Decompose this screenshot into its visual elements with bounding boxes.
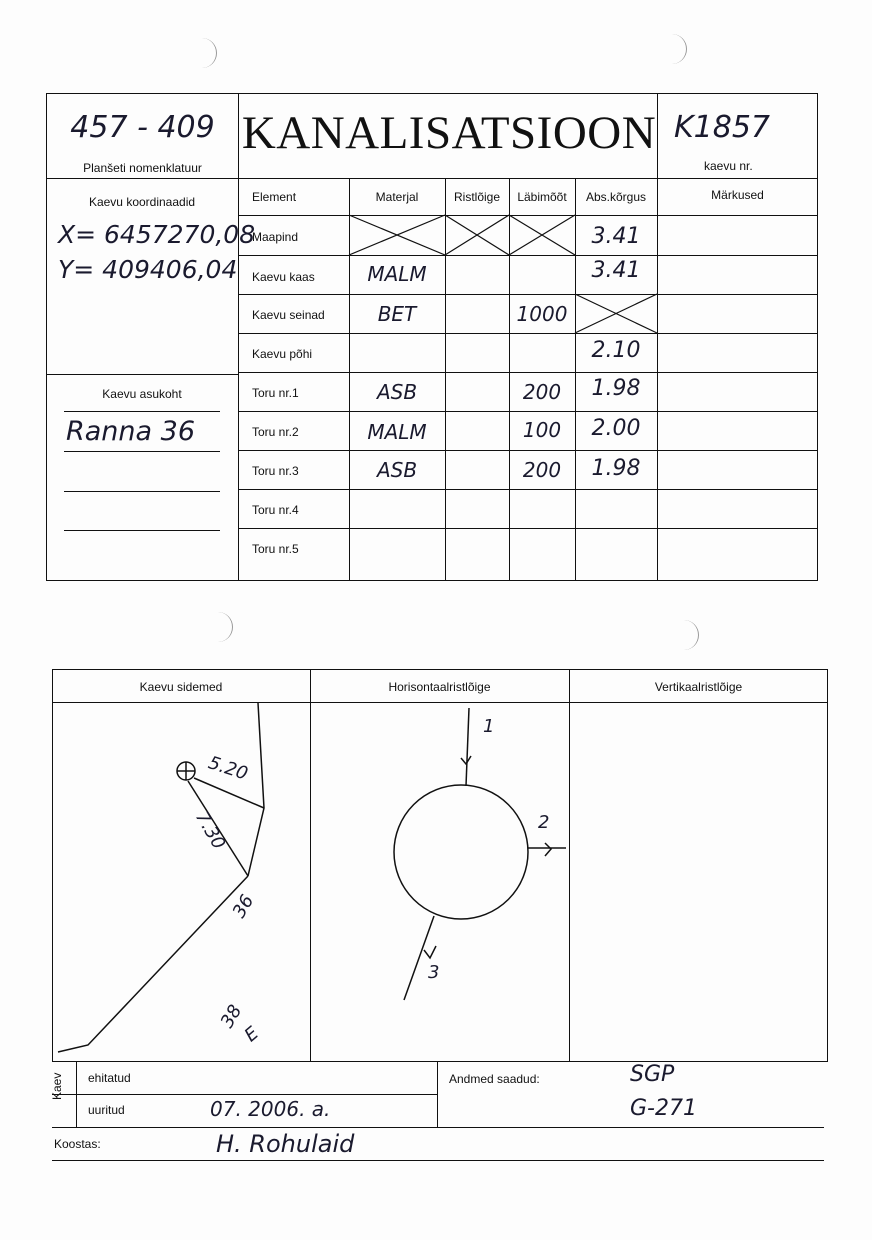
building-letter-e: E: [240, 1022, 263, 1047]
row-label: Toru nr.5: [252, 542, 299, 556]
page-title: KANALISATSIOON: [241, 107, 657, 159]
coordinate-x: X= 6457270,08: [58, 220, 256, 249]
koostas-signature: H. Rohulaid: [216, 1130, 355, 1158]
cell-korgus: 3.41: [591, 258, 641, 283]
uuritud-value: 07. 2006. a.: [210, 1097, 331, 1121]
tie-distance-1: 5.20: [205, 752, 251, 785]
well-label: kaevu nr.: [704, 159, 753, 173]
andmed-value-2: G-271: [630, 1096, 697, 1121]
row-label: Toru nr.1: [252, 386, 299, 400]
kaev-label: Kaev: [50, 1072, 64, 1100]
cell-korgus: 2.10: [591, 338, 641, 363]
row-label: Toru nr.2: [252, 425, 299, 439]
section-title-vertikaal: Vertikaalristlõige: [654, 680, 743, 694]
cell-korgus: 1.98: [591, 456, 641, 481]
row-label: Kaevu kaas: [252, 270, 315, 284]
column-header-element: Element: [252, 190, 297, 204]
row-label: Maapind: [252, 230, 299, 244]
coordinate-y: Y= 409406,04: [58, 255, 238, 284]
cell-korgus: 1.98: [591, 376, 641, 401]
andmed-value-1: SGP: [630, 1062, 675, 1087]
cell-labimoot: 100: [522, 418, 562, 442]
section-title-sidemed: Kaevu sidemed: [139, 680, 223, 694]
cell-labimoot: 1000: [516, 302, 568, 326]
row-label: Toru nr.4: [252, 503, 299, 517]
cell-materjal: BET: [377, 302, 417, 326]
building-number-36: 36: [228, 891, 259, 922]
tie-distance-2: 7.30: [190, 807, 230, 854]
column-header-markused: Märkused: [711, 188, 764, 202]
cell-korgus: 2.00: [591, 416, 641, 441]
well-number: K1857: [674, 110, 771, 145]
row-label: Toru nr.3: [252, 464, 299, 478]
pipe-label-3: 3: [428, 962, 440, 983]
cell-korgus: 3.41: [591, 224, 641, 249]
column-header-korgus: Abs.kõrgus: [585, 190, 647, 204]
building-number-38: 38: [216, 1001, 247, 1032]
column-header-labimoot: Läbimõõt: [517, 190, 567, 204]
ehitatud-label: ehitatud: [88, 1071, 131, 1085]
coordinates-label: Kaevu koordinaadid: [88, 195, 196, 209]
column-header-materjal: Materjal: [375, 190, 419, 204]
location-value: Ranna 36: [66, 416, 196, 447]
uuritud-label: uuritud: [88, 1103, 125, 1117]
sheet-label: Planšeti nomenklatuur: [83, 161, 202, 175]
cell-labimoot: 200: [522, 380, 562, 404]
column-header-ristloige: Ristlõige: [453, 190, 501, 204]
koostas-label: Koostas:: [54, 1137, 101, 1151]
sheet-number: 457 - 409: [70, 110, 215, 145]
pipe-label-1: 1: [483, 716, 495, 737]
section-title-horisontaal: Horisontaalristlõige: [388, 680, 491, 694]
location-label: Kaevu asukoht: [102, 387, 182, 401]
cell-materjal: MALM: [367, 420, 427, 444]
row-label: Kaevu põhi: [252, 347, 313, 361]
cell-materjal: MALM: [367, 262, 427, 286]
pipe-label-2: 2: [538, 812, 550, 833]
andmed-label: Andmed saadud:: [449, 1072, 540, 1086]
row-label: Kaevu seinad: [252, 308, 325, 322]
cell-labimoot: 200: [522, 458, 562, 482]
cell-materjal: ASB: [376, 458, 418, 482]
cell-materjal: ASB: [376, 380, 418, 404]
